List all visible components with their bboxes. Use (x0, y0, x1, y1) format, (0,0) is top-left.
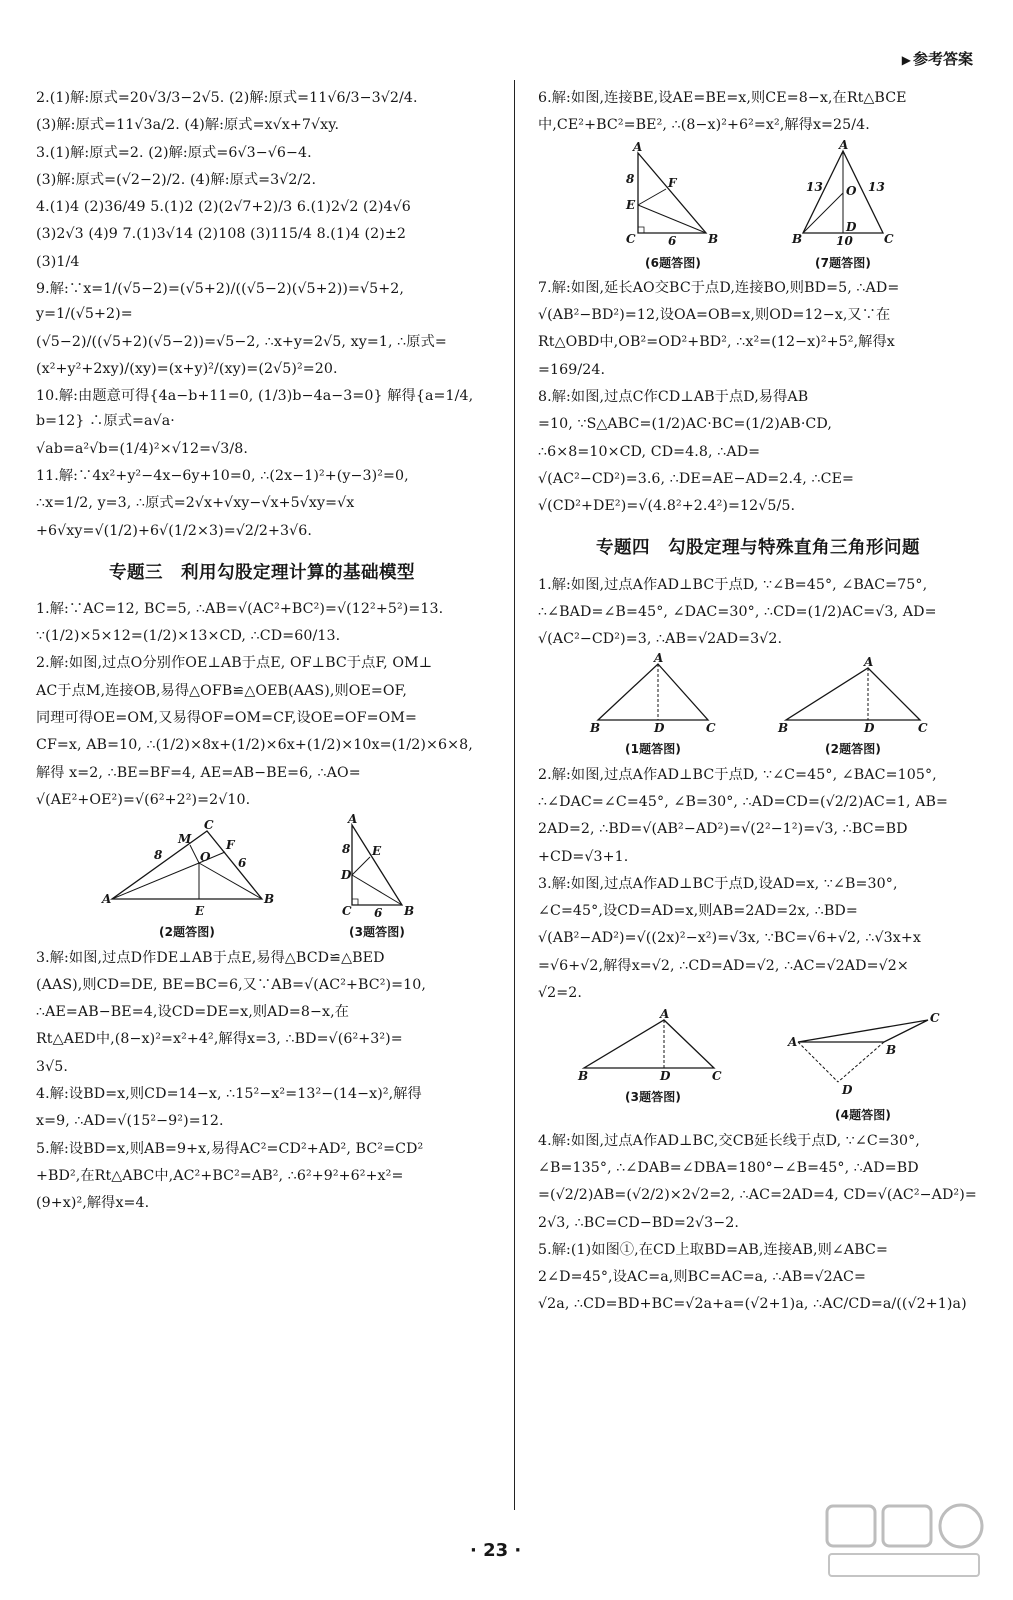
svg-text:O: O (846, 183, 857, 198)
svg-text:C: C (204, 818, 214, 833)
section4-title: 专题四 勾股定理与特殊直角三角形问题 (596, 538, 920, 559)
section3-title: 专题三 利用勾股定理计算的基础模型 (109, 562, 415, 583)
svg-text:D: D (341, 868, 352, 883)
answer-line: 4.解:设BD=x,则CD=14−x, ∴15²−x²=13²−(14−x)²,解得 (36, 1085, 422, 1102)
left-answers-mid (36, 597, 488, 813)
answer-line: 3√5. (36, 1058, 69, 1075)
answer-line: 5.解:(1)如图①,在CD上取BD=AB,连接AB,则∠ABC= (538, 1241, 888, 1258)
answer-line: √(AE²+OE²)=√(6²+2²)=2√10. (36, 791, 251, 808)
answer-line: √ab=a²√b=(1/4)²×√12=√3/8. (36, 440, 248, 457)
left-column (36, 86, 488, 1218)
answer-line: 3.(1)解:原式=2. (2)解:原式=6√3−√6−4. (36, 144, 312, 161)
answer-line: (3)解:原式=11√3a/2. (4)解:原式=x√x+7√xy. (36, 117, 340, 134)
svg-text:13: 13 (806, 179, 823, 194)
svg-text:8: 8 (342, 842, 351, 857)
figure-q7-drawing (788, 137, 898, 250)
svg-text:8: 8 (154, 848, 163, 863)
answer-line: 4.(1)4 (2)36/49 5.(1)2 (2)(2√7+2)/3 6.(1)2√2 (2)4√6 (36, 199, 411, 216)
svg-text:C: C (342, 904, 352, 919)
svg-text:D: D (842, 1083, 853, 1098)
figure-q3-caption: (3题答图) (349, 925, 405, 940)
figure-q7-caption: (7题答图) (815, 255, 871, 270)
answer-line: 3.解:如图,过点A作AD⊥BC于点D,设AD=x, ∵∠B=30°, (538, 875, 898, 892)
svg-text:A: A (633, 139, 643, 154)
svg-text:B: B (590, 721, 601, 736)
answer-line: √(CD²+DE²)=√(4.8²+2.4²)=12√5/5. (538, 498, 796, 515)
header-marker-icon: ▶ (901, 53, 911, 67)
right-column (538, 86, 978, 1320)
answer-line: 2.解:如图,过点A作AD⊥BC于点D, ∵∠C=45°, ∠BAC=105°, (538, 766, 937, 783)
svg-text:A: A (348, 812, 358, 827)
right-figures-3-4 (538, 1007, 978, 1126)
answer-line: 5.解:设BD=x,则AB=9+x,易得AC²=CD²+AD², BC²=CD² (36, 1140, 424, 1157)
svg-text:B: B (792, 231, 803, 246)
answer-line: √(AC²−CD²)=3.6, ∴DE=AE−AD=2.4, ∴CE= (538, 470, 855, 487)
answer-line: 2∠D=45°,设AC=a,则BC=AC=a, ∴AB=√2AC= (538, 1269, 867, 1286)
svg-text:E: E (372, 844, 382, 859)
answer-line: ∴∠DAC=∠C=45°, ∠B=30°, ∴AD=CD=(√2/2)AC=1, AB= (538, 794, 949, 811)
answer-line: Rt△AED中,(8−x)²=x²+4²,解得x=3, ∴BD=√(6²+3²)= (36, 1031, 403, 1048)
right-figures-1-2 (538, 651, 978, 760)
svg-text:A: A (654, 651, 664, 666)
right-figures-6-7 (538, 137, 978, 274)
figure-r2-caption: (2题答图) (825, 742, 881, 757)
watermark-logo-icon (821, 1502, 991, 1582)
right-section4-part3 (538, 1129, 978, 1318)
svg-text:F: F (668, 175, 677, 190)
svg-text:C: C (918, 721, 928, 736)
column-divider (514, 80, 515, 1510)
answer-line: x=9, ∴AD=√(15²−9²)=12. (36, 1113, 224, 1130)
answer-line: (9+x)²,解得x=4. (36, 1195, 150, 1212)
figure-q2-drawing (102, 818, 275, 919)
answer-line: AC于点M,连接OB,易得△OFB≌△OEB(AAS),则OE=OF, (36, 682, 407, 699)
svg-text:E: E (195, 904, 205, 919)
figure-q6 (618, 139, 728, 274)
svg-text:F: F (226, 838, 235, 853)
figure-r3 (578, 1007, 728, 1126)
svg-text:10: 10 (836, 233, 853, 248)
figure-r4-caption: (4题答图) (835, 1108, 891, 1123)
svg-text:B: B (578, 1069, 589, 1084)
left-answers-top (36, 86, 488, 544)
answer-line: ∵(1/2)×5×12=(1/2)×13×CD, ∴CD=60/13. (36, 628, 341, 645)
svg-text:B: B (708, 231, 719, 246)
figure-q3 (332, 812, 422, 943)
svg-text:A: A (660, 1007, 670, 1022)
figure-r1-caption: (1题答图) (625, 742, 681, 757)
answer-line: √(AB²−AD²)=√((2x)²−x²)=√3x, ∵BC=√6+√2, ∴√3x+x (538, 930, 921, 947)
answer-line: 4.解:如图,过点A作AD⊥BC,交CB延长线于点D, ∵∠C=30°, (538, 1132, 920, 1149)
answer-line: =(√2/2)AB=(√2/2)×2√2=2, ∴AC=2AD=4, CD=√(AC²−AD²)= (538, 1187, 977, 1204)
figure-r3-caption: (3题答图) (625, 1090, 681, 1105)
svg-text:D: D (846, 219, 857, 234)
answer-line: ∴AE=AB−BE=4,设CD=DE=x,则AD=8−x,在 (36, 1004, 350, 1021)
answer-line: √2=2. (538, 985, 582, 1002)
answer-line: ∴x=1/2, y=3, ∴原式=2√x+√xy−√x+5√xy=√x (36, 495, 355, 512)
answer-line: 6.解:如图,连接BE,设AE=BE=x,则CE=8−x,在Rt△BCE (538, 90, 907, 106)
figure-q6-drawing (618, 139, 728, 250)
right-section4-part1 (538, 573, 978, 653)
figure-r2 (778, 655, 928, 760)
right-section4-part2 (538, 763, 978, 1007)
svg-text:B: B (886, 1043, 897, 1058)
answer-line: 11.解:∵4x²+y²−4x−6y+10=0, ∴(2x−1)²+(y−3)²=0, (36, 467, 409, 484)
answer-line: 解得 x=2, ∴BE=BF=4, AE=AB−BE=6, ∴AO= (36, 764, 361, 781)
svg-text:D: D (654, 721, 665, 736)
page-header (902, 48, 973, 69)
figure-r1 (588, 651, 718, 760)
answer-line: ∠C=45°,设CD=AD=x,则AB=2AD=2x, ∴BD= (538, 903, 858, 920)
answer-line: 2.解:如图,过点O分别作OE⊥AB于点E, OF⊥BC于点F, OM⊥ (36, 655, 433, 672)
figure-r1-drawing (588, 651, 718, 736)
svg-text:D: D (660, 1069, 671, 1084)
svg-text:D: D (864, 721, 875, 736)
svg-text:6: 6 (668, 233, 677, 248)
answer-line: Rt△OBD中,OB²=OD²+BD², ∴x²=(12−x)²+5²,解得x (538, 334, 895, 351)
left-answers-bottom (36, 946, 488, 1217)
figure-q3-drawing (332, 812, 422, 921)
left-figures (36, 812, 488, 943)
figure-r4-drawing (788, 1012, 938, 1102)
right-answers-top (538, 86, 978, 139)
answer-line: (3)2√3 (4)9 7.(1)3√14 (2)108 (3)115/4 8.(1)4 (2)±2 (36, 226, 406, 243)
header-title: 参考答案 (912, 50, 973, 68)
answer-line: 8.解:如图,过点C作CD⊥AB于点D,易得AB (538, 389, 809, 406)
watermark-logo (821, 1502, 991, 1586)
answer-line: (AAS),则CD=DE, BE=BC=6,又∵AB=√(AC²+BC²)=10, (36, 976, 426, 993)
answer-line: 3.解:如图,过点D作DE⊥AB于点E,易得△BCD≌△BED (36, 949, 385, 966)
answer-line: ∴6×8=10×CD, CD=4.8, ∴AD= (538, 443, 761, 460)
answer-line: (3)1/4 (36, 253, 80, 270)
svg-text:8: 8 (626, 171, 635, 186)
answer-line: 同理可得OE=OM,又易得OF=OM=CF,设OE=OF=OM= (36, 710, 417, 727)
answer-line: ∠B=135°, ∴∠DAB=∠DBA=180°−∠B=45°, ∴AD=BD (538, 1159, 919, 1176)
answer-line: 7.解:如图,延长AO交BC于点D,连接BO,则BD=5, ∴AD= (538, 279, 900, 296)
figure-q2-caption: (2题答图) (159, 925, 215, 940)
figure-r4 (788, 1012, 938, 1126)
answer-line: =169/24. (538, 361, 606, 378)
svg-text:6: 6 (374, 906, 383, 921)
answer-line: ∴∠BAD=∠B=45°, ∠DAC=30°, ∴CD=(1/2)AC=√3, AD= (538, 603, 937, 620)
svg-text:C: C (706, 721, 716, 736)
svg-text:A: A (864, 655, 874, 670)
svg-text:C: C (930, 1011, 940, 1026)
svg-text:A: A (839, 137, 849, 152)
answer-line: (3)解:原式=(√2−2)/2. (4)解:原式=3√2/2. (36, 171, 317, 188)
answer-line: 2AD=2, ∴BD=√(AB²−AD²)=√(2²−1²)=√3, ∴BC=BD (538, 821, 908, 838)
answer-line: 1.解:如图,过点A作AD⊥BC于点D, ∵∠B=45°, ∠BAC=75°, (538, 576, 928, 593)
answer-line: =10, ∵S△ABC=(1/2)AC·BC=(1/2)AB·CD, (538, 416, 832, 433)
answer-line: +BD²,在Rt△ABC中,AC²+BC²=AB², ∴6²+9²+6²+x²= (36, 1167, 404, 1184)
answer-line: (√5−2)/((√5+2)(√5−2))=√5−2, ∴x+y=2√5, xy=1, ∴原式= (36, 333, 447, 350)
svg-text:C: C (884, 231, 894, 246)
answer-line: =√6+√2,解得x=√2, ∴CD=AD=√2, ∴AC=√2AD=√2× (538, 957, 909, 974)
answer-line: +CD=√3+1. (538, 848, 629, 865)
answer-line: √(AB²−BD²)=12,设OA=OB=x,则OD=12−x,又∵在 (538, 307, 891, 324)
answer-line: +6√xy=√(1/2)+6√(1/2×3)=√2/2+3√6. (36, 522, 313, 539)
answer-line: 2.(1)解:原式=20√3/3−2√5. (2)解:原式=11√6/3−3√2/4. (36, 90, 418, 106)
answer-line: CF=x, AB=10, ∴(1/2)×8x+(1/2)×6x+(1/2)×10x=(1/2)×6×8, (36, 737, 473, 754)
figure-q7 (788, 137, 898, 274)
right-answers-mid (538, 276, 978, 520)
answer-line: 2√3, ∴BC=CD−BD=2√3−2. (538, 1214, 739, 1231)
answer-line: √(AC²−CD²)=3, ∴AB=√2AD=3√2. (538, 631, 783, 648)
svg-text:C: C (626, 231, 636, 246)
svg-text:13: 13 (868, 179, 885, 194)
answer-line: √2a, ∴CD=BD+BC=√2a+a=(√2+1)a, ∴AC/CD=a/((√2+1)a) (538, 1296, 967, 1313)
svg-text:E: E (626, 197, 636, 212)
answer-line: 9.解:∵x=1/(√5−2)=(√5+2)/((√5−2)(√5+2))=√5+2, y=1/(√5+2)= (36, 280, 405, 323)
svg-text:B: B (778, 721, 789, 736)
figure-q2 (102, 818, 275, 943)
figure-r2-drawing (778, 655, 928, 736)
svg-text:6: 6 (238, 856, 247, 871)
figure-q6-caption: (6题答图) (645, 255, 701, 270)
svg-text:A: A (102, 892, 112, 907)
svg-text:B: B (404, 904, 415, 919)
page-number: · 23 · (470, 1540, 522, 1561)
svg-text:B: B (264, 892, 275, 907)
svg-text:O: O (200, 850, 211, 865)
answer-line: 10.解:由题意可得{4a−b+11=0, (1/3)b−4a−3=0} 解得{a=1/4, b=12} ∴原式=a√a· (36, 388, 474, 430)
svg-text:C: C (712, 1069, 722, 1084)
figure-r3-drawing (578, 1007, 728, 1084)
answer-line: 1.解:∵AC=12, BC=5, ∴AB=√(AC²+BC²)=√(12²+5²)=13. (36, 600, 444, 617)
answer-line: 中,CE²+BC²=BE², ∴(8−x)²+6²=x²,解得x=25/4. (538, 117, 870, 134)
svg-text:M: M (178, 832, 192, 847)
answer-line: (x²+y²+2xy)/(xy)=(x+y)²/(xy)=(2√5)²=20. (36, 360, 338, 377)
svg-text:A: A (788, 1035, 798, 1050)
